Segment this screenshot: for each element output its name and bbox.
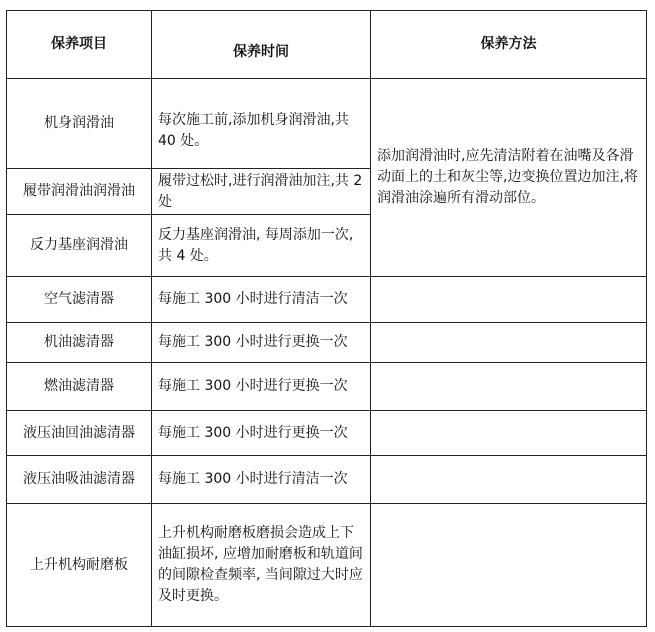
header-time: 保养时间 bbox=[152, 11, 371, 79]
method-empty bbox=[371, 363, 647, 411]
row-item: 液压油吸油滤清器 bbox=[7, 456, 152, 504]
header-item: 保养项目 bbox=[7, 11, 152, 79]
table-row bbox=[7, 323, 647, 363]
maintenance-table bbox=[6, 10, 647, 627]
table-row bbox=[7, 456, 647, 504]
row-time: 上升机构耐磨板磨损会造成上下油缸损坏, 应增加耐磨板和轨道间的间隙检查频率, 当间隙过大时应及时更换。 bbox=[152, 504, 371, 627]
row-item: 反力基座润滑油 bbox=[7, 215, 152, 277]
row-time: 履带过松时,进行润滑油加注,共 2 处 bbox=[152, 169, 371, 215]
table-row bbox=[7, 363, 647, 411]
row-item: 液压油回油滤清器 bbox=[7, 411, 152, 456]
table-row bbox=[7, 79, 647, 169]
row-time: 每次施工前,添加机身润滑油,共 40 处。 bbox=[152, 79, 371, 169]
row-time: 反力基座润滑油, 每周添加一次, 共 4 处。 bbox=[152, 215, 371, 277]
method-empty bbox=[371, 277, 647, 323]
row-item: 机身润滑油 bbox=[7, 79, 152, 169]
shared-method-cell: 添加润滑油时,应先清洁附着在油嘴及各滑动面上的土和灰尘等,边变换位置边加注,将润滑油涂遍所有滑动部位。 bbox=[371, 79, 647, 277]
header-method: 保养方法 bbox=[371, 11, 647, 79]
row-item: 上升机构耐磨板 bbox=[7, 504, 152, 627]
row-time: 每施工 300 小时进行清洁一次 bbox=[152, 277, 371, 323]
row-time: 每施工 300 小时进行更换一次 bbox=[152, 363, 371, 411]
row-item: 履带润滑油润滑油 bbox=[7, 169, 152, 215]
row-time: 每施工 300 小时进行清洁一次 bbox=[152, 456, 371, 504]
table-row bbox=[7, 277, 647, 323]
method-empty bbox=[371, 456, 647, 504]
method-empty bbox=[371, 504, 647, 627]
row-item: 燃油滤清器 bbox=[7, 363, 152, 411]
row-time: 每施工 300 小时进行更换一次 bbox=[152, 323, 371, 363]
table-row bbox=[7, 411, 647, 456]
method-empty bbox=[371, 323, 647, 363]
header-row bbox=[7, 11, 647, 79]
row-time: 每施工 300 小时进行更换一次 bbox=[152, 411, 371, 456]
method-empty bbox=[371, 411, 647, 456]
table-row bbox=[7, 504, 647, 627]
row-item: 空气滤清器 bbox=[7, 277, 152, 323]
row-item: 机油滤清器 bbox=[7, 323, 152, 363]
